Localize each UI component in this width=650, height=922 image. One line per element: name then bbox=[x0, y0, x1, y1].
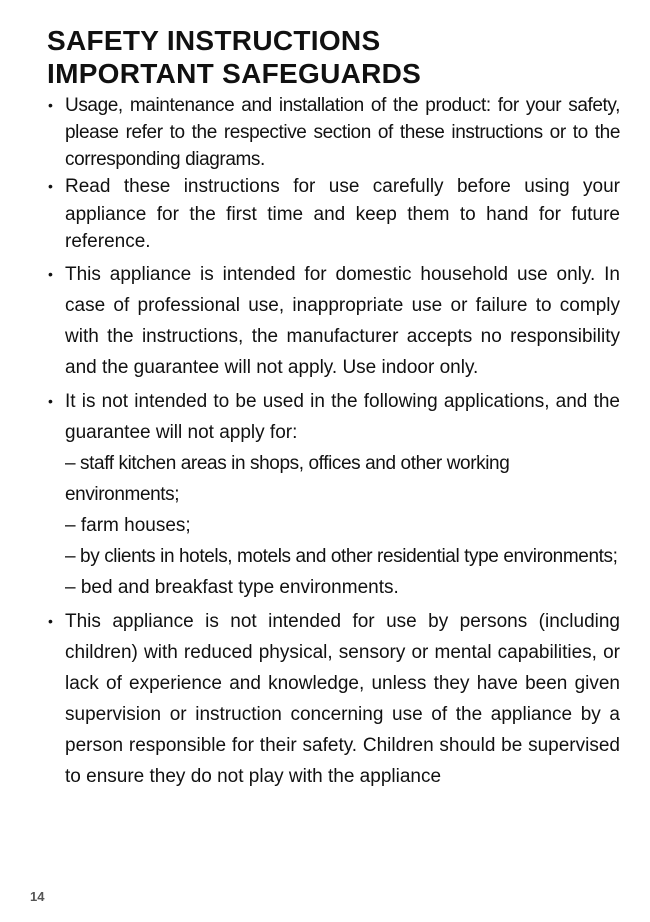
safety-item-text: Usage, maintenance and installation of the product: for your safety, please refer to the respective section of these instructions or to the corresponding diagrams. bbox=[65, 95, 620, 170]
sub-item-farm-houses: – farm houses; bbox=[65, 514, 191, 536]
safety-item-not-intended bbox=[47, 386, 620, 603]
safety-item-persons bbox=[47, 606, 620, 792]
safety-list bbox=[47, 92, 620, 792]
bullet-icon: • bbox=[48, 265, 53, 282]
title-line-2: IMPORTANT SAFEGUARDS bbox=[47, 58, 422, 89]
safety-item-text: This appliance is not intended for use by persons (including children) with reduced physical, sensory or mental capabilities, or lack of experience and knowledge, unless they have been given supervision or instruction concerning use of the appliance by a person responsible for their safety. Children should be supervised to ensure they do not play with the appliance bbox=[65, 610, 620, 787]
safety-item-text: It is not intended to be used in the following applications, and the guarantee will not apply for: bbox=[65, 390, 620, 443]
safety-item-read-instructions bbox=[47, 173, 620, 256]
bullet-icon: • bbox=[48, 97, 53, 113]
page-title bbox=[47, 24, 620, 90]
safety-item-usage bbox=[47, 92, 620, 173]
safety-item-domestic-use bbox=[47, 259, 620, 383]
page-number: 14 bbox=[30, 889, 45, 904]
bullet-icon: • bbox=[48, 178, 53, 194]
title-line-1: SAFETY INSTRUCTIONS bbox=[47, 25, 381, 56]
bullet-icon: • bbox=[48, 612, 53, 629]
sub-item-bed-and-breakfast: – bed and breakfast type environments. bbox=[65, 576, 399, 598]
safety-item-text: Read these instructions for use carefully before using your appliance for the first time and keep them to hand for future reference. bbox=[65, 176, 620, 252]
page-content bbox=[47, 24, 620, 792]
safety-item-text: This appliance is intended for domestic household use only. In case of professional use, inappropriate use or failure to comply with the instructions, the manufacturer accepts no responsibility and the guarantee will not apply. Use indoor only. bbox=[65, 263, 620, 378]
sub-item-hotels: – by clients in hotels, motels and other residential type environments; bbox=[65, 545, 618, 567]
bullet-icon: • bbox=[48, 392, 53, 409]
sub-item-staff-kitchen: – staff kitchen areas in shops, offices and other working environments; bbox=[65, 452, 510, 505]
